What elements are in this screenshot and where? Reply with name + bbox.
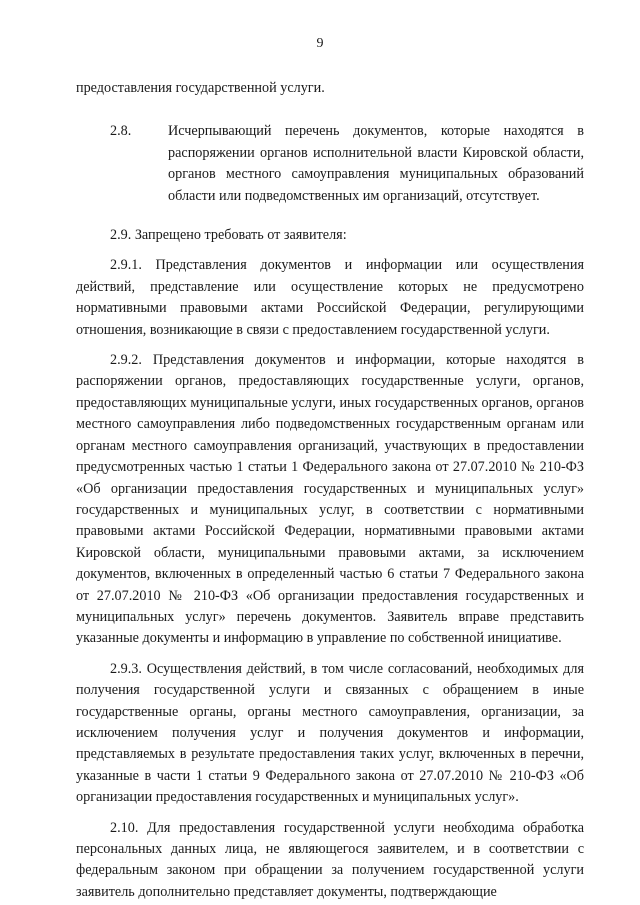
item-2-8-number: 2.8. <box>110 123 132 140</box>
item-2-8 <box>76 121 584 207</box>
item-2-10: 2.10. Для предоставления государственной услуги необходима обработка персональных данных лица, не являющегося заявителем, и в соответствии с федеральным законом при обращении за получением государственной услуги заявитель дополнительно представляет документы, подтверждающие <box>76 819 584 900</box>
item-2-9-1: 2.9.1. Представления документов и информации или осуществления действий, представление или осуществление которых не предусмотрено нормативными правовыми актами Российской Федерации, регулирующими отношения, возникающие в связи с предоставлением государственной услуги. <box>76 257 584 338</box>
item-2-9-2: 2.9.2. Представления документов и информации, которые находятся в распоряжении органов, предоставляющих государственные услуги, органов, предоставляющих муниципальные услуги, иных государственных органов, органов местного самоуправления либо подведомственных государственным органам или органам местного самоуправления организаций, участвующих в предоставлении предусмотренных частью 1 статьи 1 Федерального закона от 27.07.2010 № 210-ФЗ «Об организации предоставления государственных и муниципальных услуг» государственных и муниципальных услуг, в соответствии с нормативными правовыми актами Российской Федерации, нормативными правовыми актами Кировской области, муниципальными правовыми актами, за исключением документов, включенных в определенный частью 6 статьи 7 Федерального закона от 27.07.2010 № 210-ФЗ «Об организации предоставления государственных и муниципальных услуг» перечень документов. Заявитель вправе представить указанные документы и информацию в управление по собственной инициативе. <box>76 352 584 647</box>
document-body <box>76 78 584 903</box>
item-2-9-heading: 2.9. Запрещено требовать от заявителя: <box>110 227 347 244</box>
item-2-8-text: Исчерпывающий перечень документов, которые находятся в распоряжении органов исполнительной власти Кировской области, органов местного самоуправления муниципальных образований области или подведомственных им организаций, отсутствует. <box>168 123 584 204</box>
item-2-9-3: 2.9.3. Осуществления действий, в том числе согласований, необходимых для получения государственной услуги и связанных с обращением в иные государственные органы, органы местного самоуправления, организации, за исключением получения услуг и получения документов и информации, представляемых в результате предоставления таких услуг, включенных в перечни, указанные в части 1 статьи 9 Федерального закона от 27.07.2010 № 210-ФЗ «Об организации предоставления государственных и муниципальных услуг». <box>76 660 584 806</box>
page-number: 9 <box>316 36 324 51</box>
continuation-paragraph: предоставления государственной услуги. <box>76 80 325 96</box>
